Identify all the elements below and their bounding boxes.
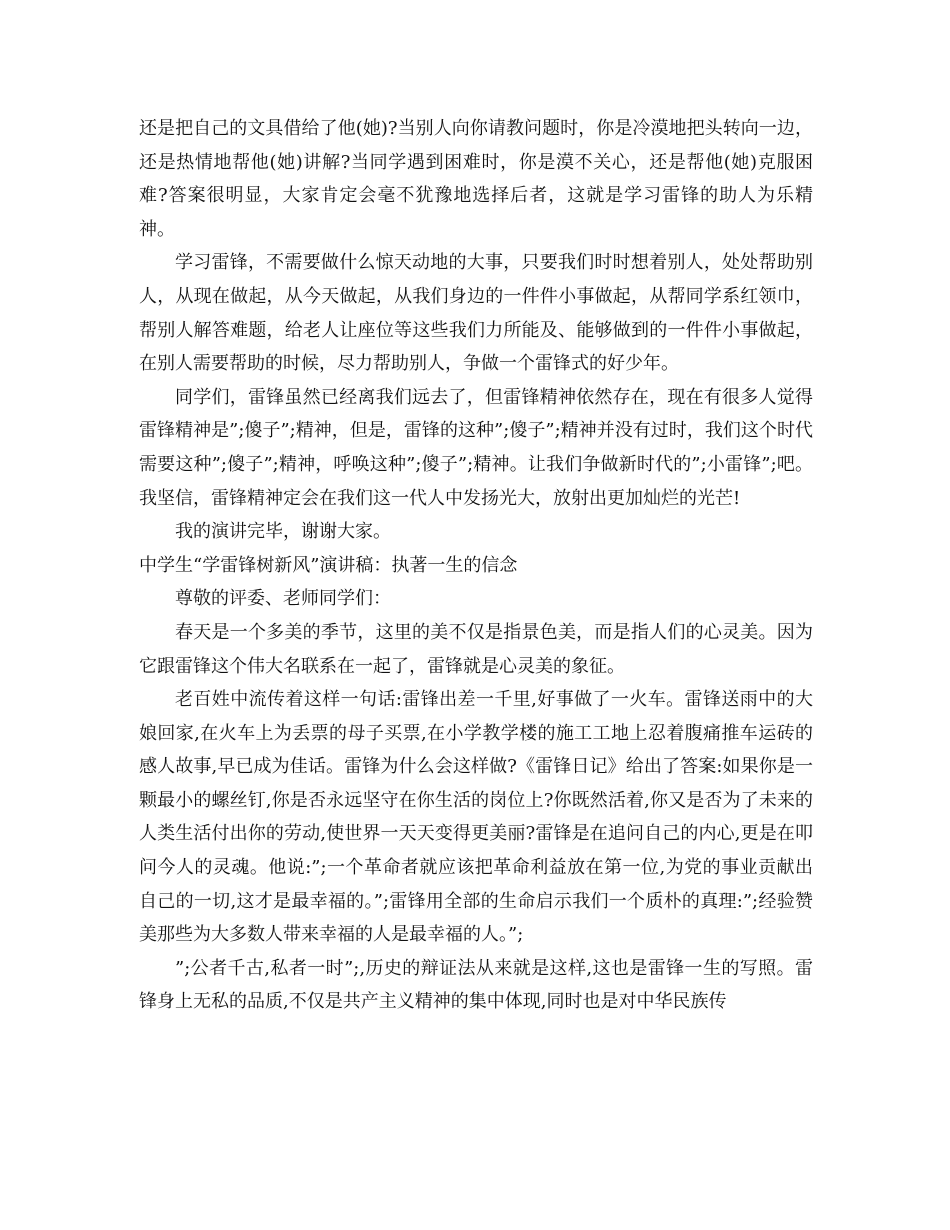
speech-title: 中学生“学雷锋树新风”演讲稿：执著一生的信念 <box>139 554 518 576</box>
paragraph-1: 还是把自己的文具借给了他(她)?当别人向你请教问题时，你是冷漠地把头转向一边，还是热情地帮他(她)讲解?当同学遇到困难时，你是漠不关心，还是帮他(她)克服困难?答案很明显，大家肯定会毫不犹豫地选择后者，这就是学习雷锋的助人为乐精神。 <box>139 118 813 240</box>
paragraph-4: 我的演讲完毕，谢谢大家。 <box>175 521 391 543</box>
document-page <box>139 112 813 1019</box>
body-paragraph-1: 春天是一个多美的季节，这里的美不仅是指景色美，而是指人们的心灵美。因为它跟雷锋这个伟大名联系在一起了，雷锋就是心灵美的象征。 <box>139 621 813 677</box>
salutation: 尊敬的评委、老师同学们： <box>175 588 391 610</box>
body-paragraph-2: 老百姓中流传着这样一句话:雷锋出差一千里,好事做了一火车。雷锋送雨中的大娘回家,在火车上为丢票的母子买票,在小学教学楼的施工工地上忍着腹痛推车运砖的感人故事,早已成为佳话。雷锋为什么会这样做?《雷锋日记》给出了答案:如果你是一颗最小的螺丝钉,你是否永远坚守在你生活的岗位上?你既然活着,你又是否为了未来的人类生活付出你的劳动,使世界一天天变得更美丽?雷锋是在追问自己的内心,更是在叩问今人的灵魂。他说:”;一个革命者就应该把革命利益放在第一位,为党的事业贡献出自己的一切,这才是最幸福的。”;雷锋用全部的生命启示我们一个质朴的真理:”;经验赞美那些为大多数人带来幸福的人是最幸福的人。”; <box>139 689 813 946</box>
paragraph-2: 学习雷锋，不需要做什么惊天动地的大事，只要我们时时想着别人，处处帮助别人，从现在做起，从今天做起，从我们身边的一件件小事做起，从帮同学系红领巾，帮别人解答难题，给老人让座位等这些我们力所能及、能够做到的一件件小事做起，在别人需要帮助的时候，尽力帮助别人，争做一个雷锋式的好少年。 <box>139 252 813 375</box>
paragraph-3: 同学们，雷锋虽然已经离我们远去了，但雷锋精神依然存在，现在有很多人觉得雷锋精神是”;傻子”;精神，但是，雷锋的这种”;傻子”;精神并没有过时，我们这个时代需要这种”;傻子”;精神，呼唤这种”;傻子”;精神。让我们争做新时代的”;小雷锋”;吧。我坚信，雷锋精神定会在我们这一代人中发扬光大，放射出更加灿烂的光芒! <box>139 386 813 509</box>
body-paragraph-3: ”;公者千古,私者一时”;,历史的辩证法从来就是这样,这也是雷锋一生的写照。雷锋身上无私的品质,不仅是共产主义精神的集中体现,同时也是对中华民族传 <box>139 957 813 1013</box>
